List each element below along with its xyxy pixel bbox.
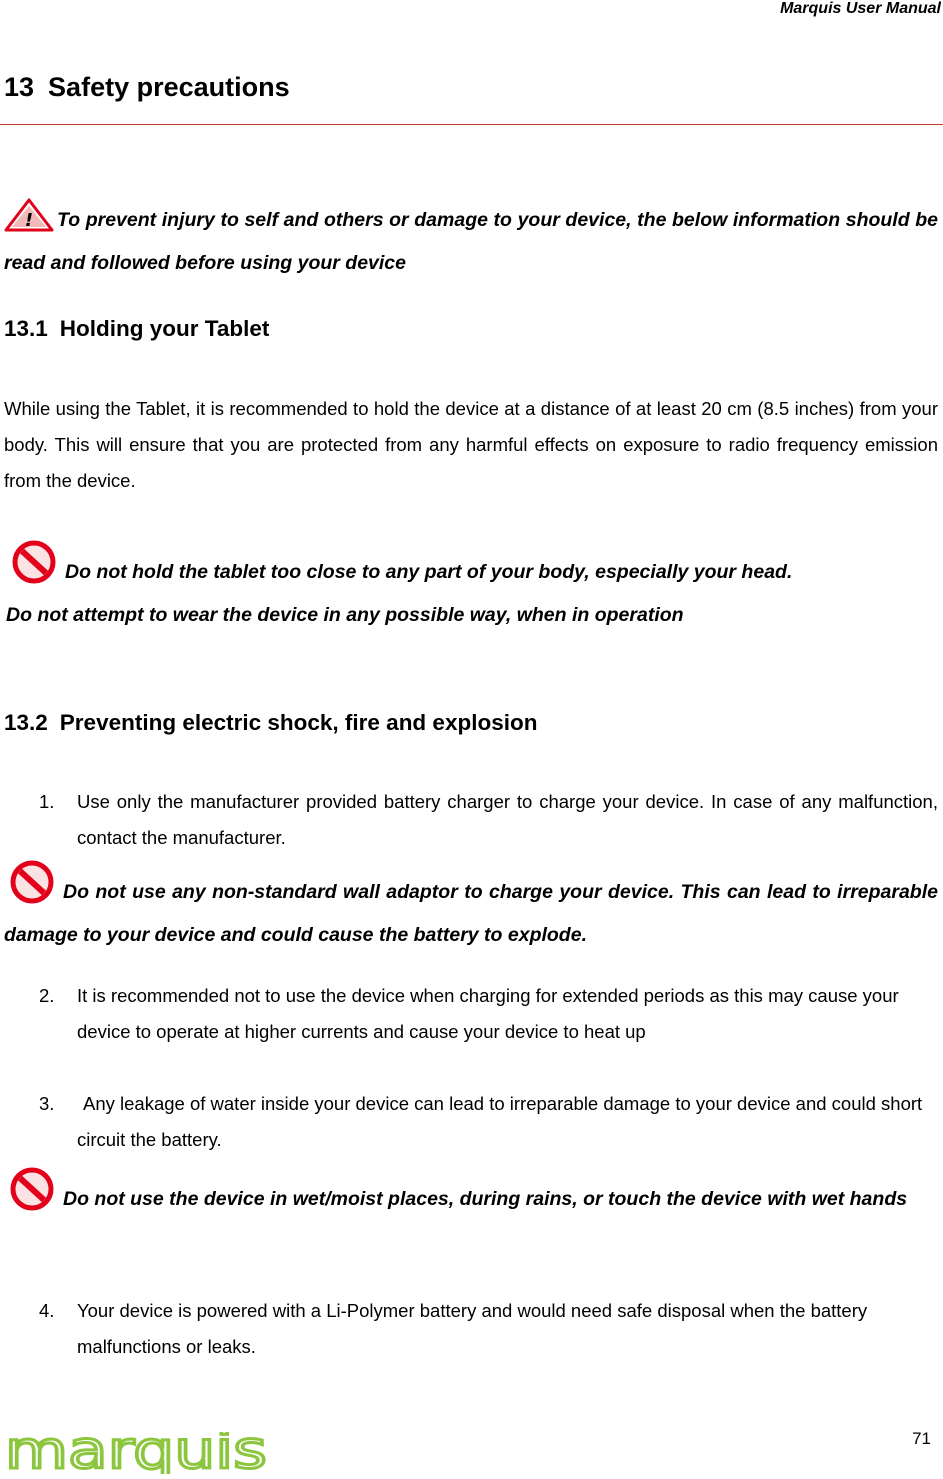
list-item-text: It is recommended not to use the device when charging for extended periods as this may cause your device to operate at higher currents and cause your device to heat up xyxy=(77,985,899,1042)
list-item-text: Any leakage of water inside your device can lead to irreparable damage to your device and could short circuit the battery. xyxy=(77,1093,923,1150)
marquis-logo xyxy=(3,1432,271,1474)
holding-paragraph: While using the Tablet, it is recommended to hold the device at a distance of at least 20 cm (8.5 inches) from your body. This will ensure that you are protected from any harmful effects on exposure to radio frequency emission from the device. xyxy=(4,398,938,491)
list-item-number: 4. xyxy=(39,1300,55,1321)
chapter-heading xyxy=(4,72,290,103)
prohibited-icon xyxy=(6,540,62,597)
section-heading-electric xyxy=(4,710,537,736)
list-item-text: Use only the manufacturer provided battery charger to charge your device. In case of any malfunction, contact the manufacturer. xyxy=(77,791,938,848)
adaptor-warning xyxy=(4,860,938,954)
list-item-text: Your device is powered with a Li-Polymer battery and would need safe disposal when the battery malfunctions or leaks. xyxy=(77,1300,868,1357)
section-title: Holding your Tablet xyxy=(59,316,270,341)
holding-warning-line2: Do not attempt to wear the device in any possible way, when in operation xyxy=(6,604,684,626)
list-item xyxy=(39,1086,938,1158)
intro-warning-text: To prevent injury to self and others or damage to your device, the below information should be read and followed before using your device xyxy=(4,209,938,274)
list-item-number: 2. xyxy=(39,985,55,1006)
list-item xyxy=(39,784,938,856)
list-item-number: 1. xyxy=(39,791,55,812)
chapter-title: Safety precautions xyxy=(48,72,290,102)
list-item xyxy=(39,1293,917,1365)
chapter-divider xyxy=(0,124,943,125)
wet-warning xyxy=(4,1167,938,1224)
section-heading-holding xyxy=(4,316,269,342)
holding-warning xyxy=(6,540,940,634)
list-item xyxy=(39,978,917,1050)
prohibited-icon xyxy=(4,860,60,917)
manual-title: Marquis User Manual xyxy=(780,0,941,17)
section-number: 13.1 xyxy=(4,316,48,341)
chapter-number: 13 xyxy=(4,72,35,102)
svg-text:marquis: marquis xyxy=(5,1432,267,1474)
wet-warning-text: Do not use the device in wet/moist places, during rains, or touch the device with wet hands xyxy=(63,1188,908,1210)
page-number: 71 xyxy=(912,1429,931,1448)
prohibited-icon xyxy=(4,1167,60,1224)
list-item-number: 3. xyxy=(39,1093,55,1114)
section-title: Preventing electric shock, fire and explosion xyxy=(59,710,538,735)
svg-text:!: ! xyxy=(24,210,34,231)
holding-warning-line1: Do not hold the tablet too close to any part of your body, especially your head. xyxy=(65,561,793,583)
adaptor-warning-text: Do not use any non-standard wall adaptor to charge your device. This can lead to irreparable damage to your device and could cause the battery to explode. xyxy=(4,881,938,946)
intro-warning xyxy=(4,198,938,282)
section-number: 13.2 xyxy=(4,710,48,735)
warning-triangle-icon xyxy=(4,198,54,245)
